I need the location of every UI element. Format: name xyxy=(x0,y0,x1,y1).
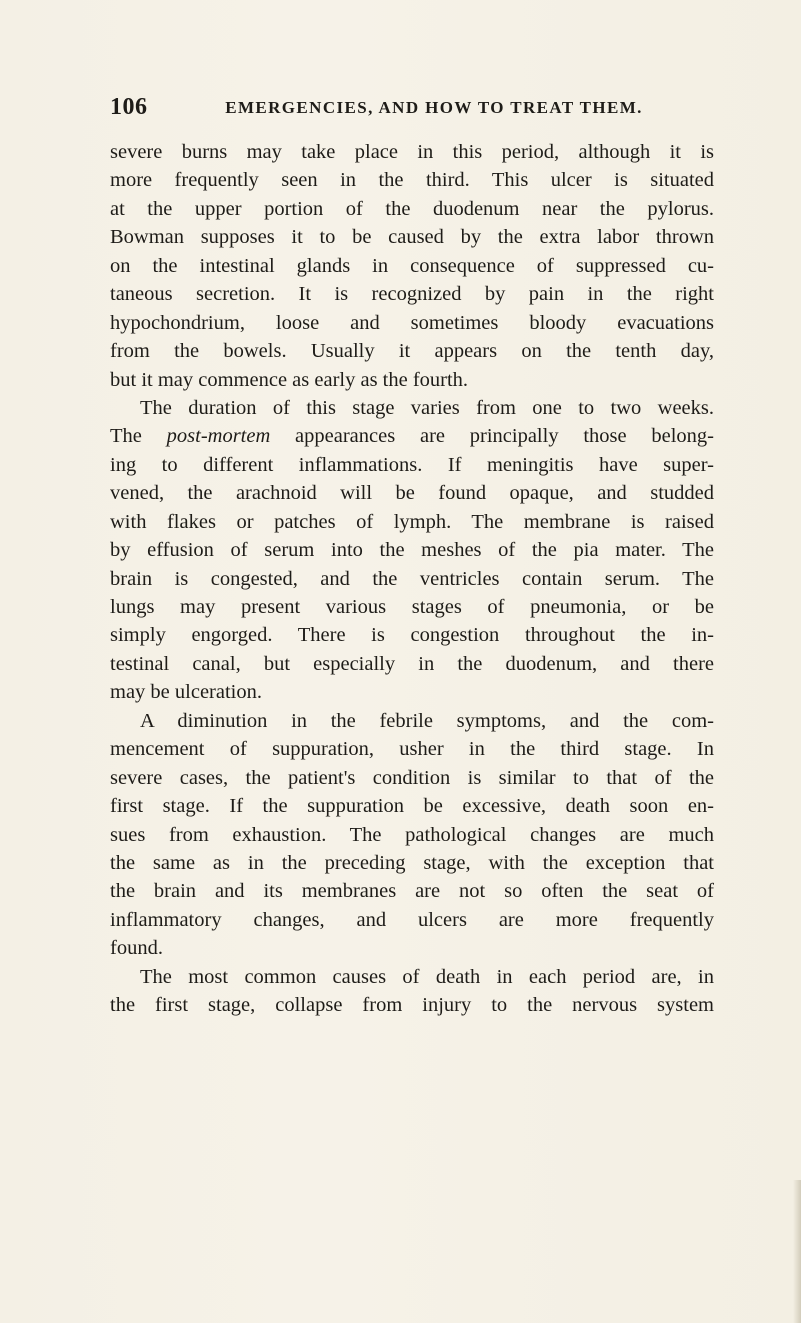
text-line: on the intestinal glands in consequence of suppressed cu- xyxy=(110,254,714,277)
running-title: EMERGENCIES, AND HOW TO TREAT THEM. xyxy=(225,98,643,117)
text-line: at the upper portion of the duodenum near the pylorus. xyxy=(110,197,714,220)
text-line: brain is congested, and the ventricles contain serum. The xyxy=(110,567,714,590)
text-line: vened, the arachnoid will be found opaque, and studded xyxy=(110,482,714,505)
text-line: ing to different inflammations. If meningitis have super- xyxy=(110,453,714,476)
text-line: taneous secretion. It is recognized by pain in the right xyxy=(110,283,714,306)
text-line: by effusion of serum into the meshes of the pia mater. The xyxy=(110,539,714,562)
page-edge-shadow xyxy=(793,1180,801,1323)
text-line: mencement of suppuration, usher in the third stage. In xyxy=(110,738,714,761)
page-number: 106 xyxy=(110,94,148,120)
text-line: severe burns may take place in this period, although it is xyxy=(110,141,714,163)
text-line: testinal canal, but especially in the duodenum, and there xyxy=(110,652,714,675)
text-fragment: appearances are principally those belong- xyxy=(270,425,714,448)
text-line: the first stage, collapse from injury to the nervous system xyxy=(110,994,714,1017)
text-line: from the bowels. Usually it appears on the tenth day, xyxy=(110,340,714,363)
text-line: but it may commence as early as the fourth. xyxy=(110,368,469,391)
text-line: found. xyxy=(110,937,163,960)
text-line: may be ulceration. xyxy=(110,681,262,704)
text-line: inflammatory changes, and ulcers are more frequently xyxy=(110,908,714,931)
text-line: lungs may present various stages of pneumonia, or be xyxy=(110,596,714,618)
text-line: The duration of this stage varies from one to two weeks. xyxy=(140,396,714,419)
text-line: first stage. If the suppuration be excessive, death soon en- xyxy=(110,795,714,818)
text-line: Bowman supposes it to be caused by the extra labor thrown xyxy=(110,226,714,249)
text-line: sues from exhaustion. The pathological changes are much xyxy=(110,823,714,846)
text-line: hypochondrium, loose and sometimes bloody evacuations xyxy=(110,311,714,334)
text-line: with flakes or patches of lymph. The membrane is raised xyxy=(110,510,714,533)
text-line: A diminution in the febrile symptoms, and the com- xyxy=(140,709,714,732)
text-line: severe cases, the patient's condition is similar to that of the xyxy=(110,766,714,789)
body-text xyxy=(110,138,714,1020)
text-line: The most common causes of death in each period are, in xyxy=(140,965,714,988)
text-line: simply engorged. There is congestion throughout the in- xyxy=(110,624,714,647)
text-line-mixed xyxy=(110,422,714,450)
text-line: the brain and its membranes are not so often the seat of xyxy=(110,880,714,903)
text-fragment: The xyxy=(110,425,167,448)
text-line: the same as in the preceding stage, with the exception that xyxy=(110,851,714,874)
page-header xyxy=(110,92,714,122)
italic-term: post-mortem xyxy=(166,425,271,448)
text-line: more frequently seen in the third. This ulcer is situated xyxy=(110,169,714,192)
